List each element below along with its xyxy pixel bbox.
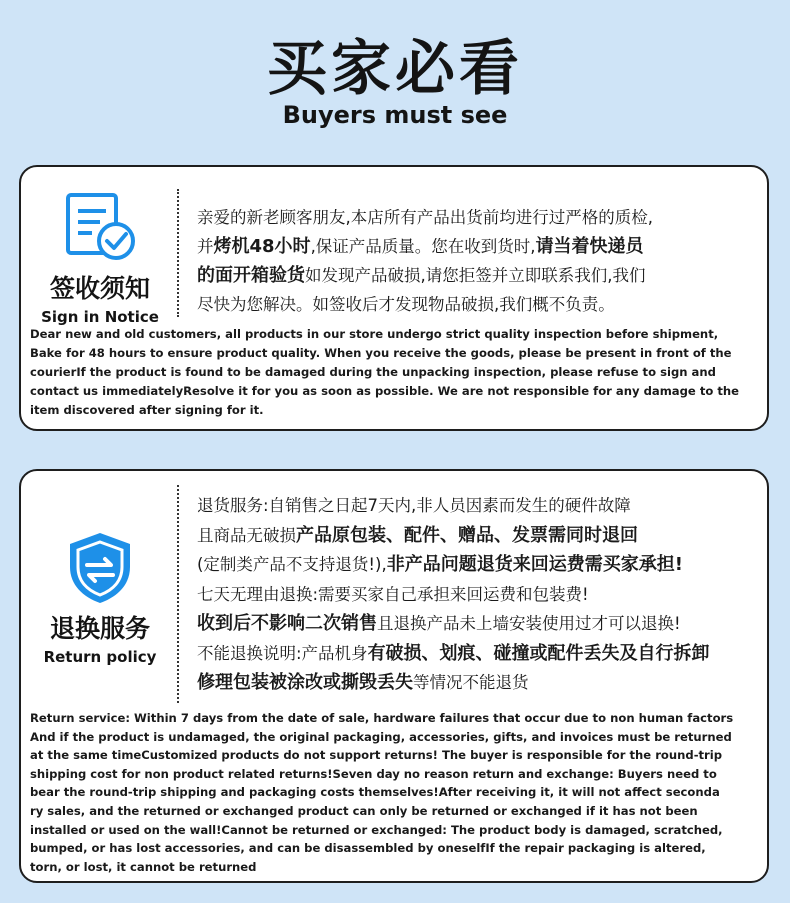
text-line: Bake for 48 hours to ensure product quality. When you receive the goods, please be present in front of the <box>30 346 732 360</box>
emphasis-text: 修理包装被涂改或撕毁丢失 <box>197 672 413 693</box>
text-line <box>197 491 759 521</box>
page-subtitle: Buyers must see <box>282 101 508 129</box>
text-segment: 且商品无破损 <box>197 525 296 545</box>
text-line: And if the product is undamaged, the original packaging, accessories, gifts, and invoices must be returned <box>30 729 732 744</box>
text-segment: 尽快为您解决。如签收后才发现物品破损,我们概不负责。 <box>197 295 615 314</box>
sign-notice-heading <box>21 189 179 327</box>
text-segment: 亲爱的新老顾客朋友,本店所有产品出货前均进行过严格的质检, <box>197 208 653 227</box>
text-line: courierIf the product is found to be damaged during the unpacking inspection, please refuse to sign and <box>30 365 716 379</box>
text-line: ry sales, and the returned or exchanged product can only be returned or exchanged if it has not been <box>30 803 698 818</box>
vertical-divider <box>177 189 179 317</box>
vertical-divider <box>177 485 179 703</box>
text-line <box>197 609 759 639</box>
text-line <box>197 668 759 698</box>
emphasis-text: 有破损、划痕、碰撞或配件丢失及自行拆卸 <box>367 642 710 664</box>
sign-notice-text-cn <box>197 203 759 319</box>
text-line <box>197 290 759 319</box>
text-line: Dear new and old customers, all products in our store undergo strict quality inspection before shipment, <box>30 327 719 341</box>
text-segment: ,保证产品质量。您在收到货时, <box>310 237 536 256</box>
page-title: 买家必看 <box>267 34 523 104</box>
page-header <box>0 0 790 150</box>
return-policy-card <box>19 469 769 883</box>
text-line <box>197 550 759 580</box>
text-segment: 如发现产品破损,请您拒签并立即联系我们,我们 <box>305 266 646 285</box>
text-line: at the same timeCustomized products do not support returns! The buyer is responsible for the round-trip <box>30 748 723 763</box>
emphasis-text: 烤机48小时 <box>213 236 311 257</box>
text-segment: 七天无理由退换:需要买家自己承担来回运费和包装费! <box>197 584 589 604</box>
text-segment: 退货服务:自销售之日起7天内,非人员因素而发生的硬件故障 <box>197 496 631 515</box>
text-line <box>197 639 759 669</box>
sign-notice-label-cn: 签收须知 <box>49 274 150 303</box>
return-policy-label-cn: 退换服务 <box>49 614 150 643</box>
text-line: contact us immediatelyResolve it for you as soon as possible. We are not responsible for any damage to the <box>30 384 740 398</box>
text-segment: 且退换产品未上墙安装使用过才可以退换! <box>377 614 681 633</box>
return-policy-label-en: Return policy <box>43 648 157 666</box>
text-segment: (定制类产品不支持退货!), <box>197 555 387 574</box>
emphasis-text: 请当着快递员 <box>535 236 644 257</box>
sign-notice-text-en <box>30 325 759 420</box>
text-line: installed or used on the wall!Cannot be returned or exchanged: The product body is damaged, scratched, <box>30 822 723 837</box>
text-line: bumped, or has lost accessories, and can be disassembled by oneselfIf the repair packaging is altered, <box>30 841 706 856</box>
text-line: Return service: Within 7 days from the date of sale, hardware failures that occur due to non human factors <box>30 711 734 725</box>
text-line: shipping cost for non product related returns!Seven day no reason return and exchange: Buyers need to <box>30 766 717 781</box>
emphasis-text: 非产品问题退货来回运费需买家承担! <box>386 554 683 575</box>
text-segment: 不能退换说明:产品机身 <box>197 643 368 663</box>
text-line <box>197 521 759 551</box>
sign-notice-card <box>19 165 769 431</box>
sign-notice-label-en: Sign in Notice <box>41 308 159 326</box>
emphasis-text: 的面开箱验货 <box>197 265 305 286</box>
text-line <box>197 580 759 610</box>
text-line <box>197 203 759 232</box>
return-policy-heading <box>21 529 179 667</box>
text-line: item discovered after signing for it. <box>30 403 264 417</box>
clipboard-check-icon <box>60 189 140 267</box>
return-policy-text-cn <box>197 491 759 698</box>
text-line <box>197 232 759 261</box>
text-segment: 等情况不能退货 <box>413 673 529 692</box>
return-policy-text-en <box>30 709 759 876</box>
emphasis-text: 产品原包装、配件、赠品、发票需同时退回 <box>296 524 638 546</box>
text-line: bear the round-trip shipping and packaging costs themselves!After receiving it, it will not affect seconda <box>30 785 720 800</box>
shield-exchange-icon <box>60 529 140 607</box>
text-segment: 并 <box>197 237 214 256</box>
text-line <box>197 261 759 290</box>
text-line: torn, or lost, it cannot be returned <box>30 859 257 874</box>
emphasis-text: 收到后不影响二次销售 <box>197 613 377 634</box>
